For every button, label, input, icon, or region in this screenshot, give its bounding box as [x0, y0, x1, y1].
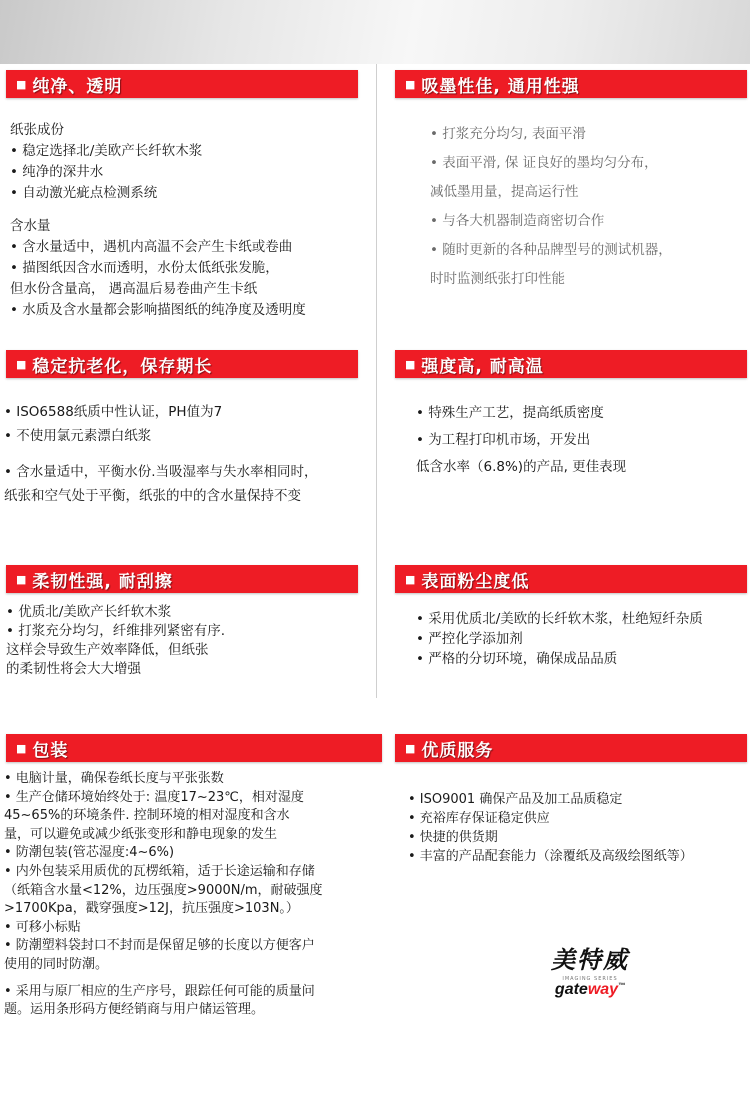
text-line: • 优质北/美欧产长纤软木浆 [6, 604, 172, 620]
text-line: • 严格的分切环境，确保成品品质 [416, 651, 618, 667]
section-body-aging [4, 400, 318, 508]
text-line: • ISO6588纸质中性认证，PH值为7 [4, 404, 223, 420]
text-line: • 稳定选择北/美欧产长纤软木浆 [10, 143, 203, 159]
text-line: 45~65%的环境条件. 控制环境的相对湿度和含水 [4, 808, 290, 824]
section-header-aging [6, 350, 358, 378]
section-header-strength [395, 350, 747, 378]
text-line: 时时监测纸张打印性能 [430, 271, 565, 287]
text-line: • 不使用氯元素漂白纸浆 [4, 428, 152, 444]
section-body-tough [6, 603, 225, 679]
text-line: • 电脑计量，确保卷纸长度与平张张数 [4, 771, 224, 786]
text-line: • 可移小标贴 [4, 919, 81, 935]
text-line: 但水份含量高， 遇高温后易卷曲产生卡纸 [10, 281, 258, 297]
square-bullet-icon: ■ [405, 741, 416, 755]
text-line: 使用的同时防潮。 [4, 956, 109, 972]
text-line: • 防潮包装(管芯湿度:4~6%) [4, 845, 175, 861]
text-line: • 含水量适中，平衡水份.当吸湿率与失水率相同时， [4, 464, 318, 480]
text-line: • 纯净的深井水 [10, 164, 104, 180]
text-line: • 采用优质北/美欧的长纤软木浆，杜绝短纤杂质 [416, 611, 703, 627]
square-bullet-icon: ■ [16, 357, 27, 371]
text-line: • 快捷的供货期 [408, 830, 498, 845]
section-body-pure [10, 120, 306, 321]
logo-tagline: IMAGING SERIES [562, 976, 618, 982]
gateway-logo [540, 940, 640, 1000]
text-line: • 采用与原厂相应的生产序号，跟踪任何可能的质量问 [4, 983, 315, 999]
square-bullet-icon: ■ [16, 741, 27, 755]
text-line [4, 448, 318, 460]
section-body-dust [416, 609, 703, 669]
text-line: • 水质及含水量都会影响描图纸的纯净度及透明度 [10, 302, 306, 318]
text-line: • 丰富的产品配套能力（涂覆纸及高级绘图纸等） [408, 849, 693, 864]
text-line: 的柔韧性将会大大增强 [6, 661, 141, 677]
text-line: • 表面平滑, 保 证良好的墨均匀分布， [430, 155, 658, 171]
top-banner [0, 0, 750, 64]
text-line: • 打浆充分均匀, 表面平滑 [430, 126, 586, 142]
text-line: • 严控化学添加剂 [416, 631, 523, 647]
section-body-ink [430, 120, 672, 294]
section-title: 表面粉尘度低 [421, 571, 530, 592]
text-line: • 随时更新的各种品牌型号的测试机器， [430, 242, 672, 258]
column-divider [376, 64, 377, 698]
text-line: 减低墨用量，提高运行性 [430, 184, 579, 200]
text-line: • 描图纸因含水而透明，水份太低纸张发脆， [10, 260, 279, 276]
text-line: • 与各大机器制造商密切合作 [430, 213, 605, 229]
section-title: 包装 [32, 740, 69, 761]
section-body-service [408, 790, 693, 866]
text-line: • 内外包装采用质优的瓦楞纸箱，适于长途运输和存储 [4, 863, 315, 879]
text-line: • 自动激光疵点检测系统 [10, 185, 158, 201]
text-line: • 生产仓储环境始终处于: 温度17~23℃，相对湿度 [4, 789, 304, 805]
text-line: 纸张成份 [10, 122, 64, 138]
section-header-pure [6, 70, 358, 98]
text-line: • 特殊生产工艺，提高纸质密度 [416, 405, 604, 421]
text-line: 这样会导致生产效率降低，但纸张 [6, 642, 209, 658]
section-header-dust [395, 565, 747, 593]
section-title: 柔韧性强, 耐刮擦 [32, 571, 173, 592]
section-title: 纯净、透明 [32, 76, 123, 97]
text-line: （纸箱含水量<12%，边压强度>9000N/m，耐破强度 [4, 882, 323, 898]
text-line: >1700Kpa，戳穿强度>12J，抗压强度>103N。） [4, 901, 299, 917]
section-title: 优质服务 [421, 740, 494, 761]
section-title: 稳定抗老化，保存期长 [32, 356, 213, 377]
logo-brand-highlight: way [587, 981, 619, 998]
section-header-pack [6, 734, 382, 762]
logo-brand [540, 981, 640, 999]
text-line: • 为工程打印机市场，开发出 [416, 432, 591, 448]
square-bullet-icon: ■ [405, 572, 416, 586]
square-bullet-icon: ■ [16, 572, 27, 586]
square-bullet-icon: ■ [405, 357, 416, 371]
logo-trademark: ™ [618, 982, 626, 990]
text-line: • 含水量适中，遇机内高温不会产生卡纸或卷曲 [10, 239, 293, 255]
section-body-pack [4, 770, 323, 1020]
text-line: 低含水率（6.8%)的产品, 更佳表现 [416, 459, 627, 475]
section-title: 吸墨性佳, 通用性强 [421, 76, 580, 97]
section-header-service [395, 734, 747, 762]
square-bullet-icon: ■ [405, 77, 416, 91]
logo-brand-pre: gate [554, 981, 588, 998]
text-line: • ISO9001 确保产品及加工品质稳定 [408, 792, 623, 807]
logo-chinese-text: 美特威 [551, 945, 629, 974]
text-line: • 充裕库存保证稳定供应 [408, 811, 550, 826]
text-line [10, 204, 306, 216]
section-header-tough [6, 565, 358, 593]
text-line: 纸张和空气处于平衡，纸张的中的含水量保持不变 [4, 488, 301, 504]
text-line: 量，可以避免或减少纸张变形和静电现象的发生 [4, 826, 278, 842]
text-line: • 打浆充分均匀，纤维排列紧密有序. [6, 623, 226, 639]
section-body-strength [416, 400, 626, 481]
text-line: 题。运用条形码方便经销商与用户储运管理。 [4, 1002, 265, 1018]
text-line [4, 975, 323, 983]
square-bullet-icon: ■ [16, 77, 27, 91]
text-line: 含水量 [10, 218, 51, 234]
text-line: • 防潮塑料袋封口不封而是保留足够的长度以方便客户 [4, 938, 315, 954]
section-header-ink [395, 70, 747, 98]
section-title: 强度高, 耐高温 [421, 356, 544, 377]
